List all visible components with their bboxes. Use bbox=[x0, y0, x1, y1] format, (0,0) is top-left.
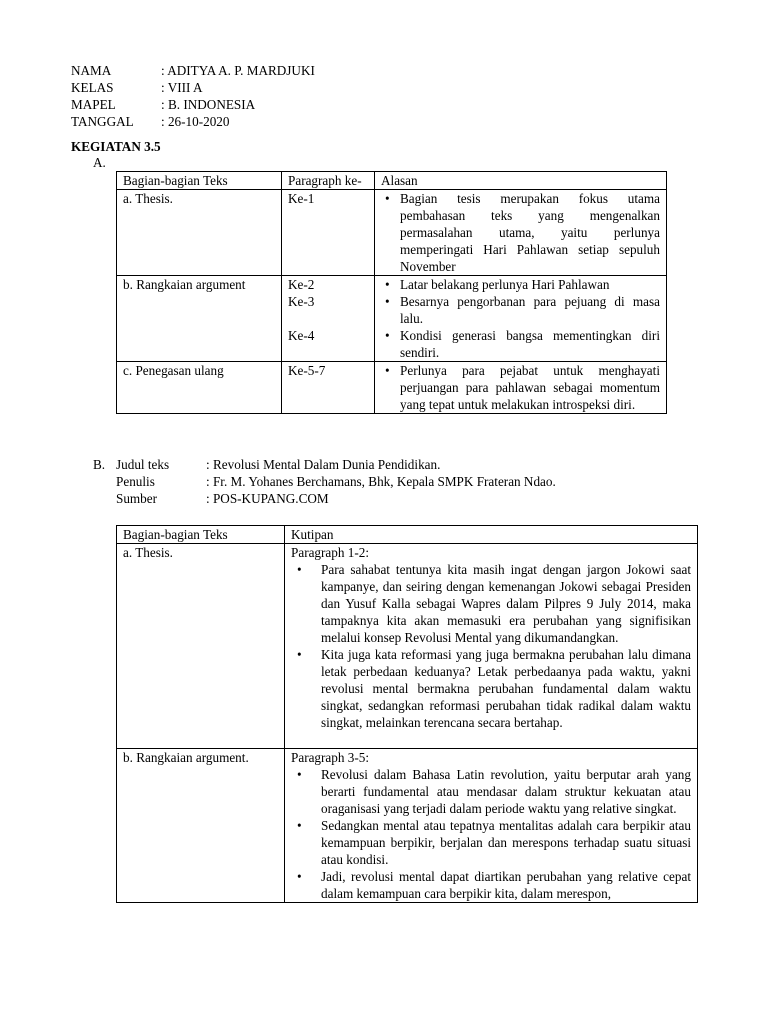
info-value: : POS-KUPANG.COM bbox=[206, 491, 329, 506]
reason-cell bbox=[375, 276, 667, 362]
paragraph-ref: Ke-1 bbox=[288, 191, 315, 206]
table-row bbox=[117, 544, 698, 749]
identity-value: : 26-10-2020 bbox=[161, 114, 230, 129]
quote-cell bbox=[285, 749, 698, 903]
identity-row-tanggal bbox=[71, 113, 315, 130]
info-row-sumber bbox=[93, 490, 556, 507]
identity-value: : B. INDONESIA bbox=[161, 97, 256, 112]
list-item: • Revolusi dalam Bahasa Latin revolution, yaitu berputar arah yang berarti fundamental atau mendasar dalam struktur kekuatan atau oraganisasi yang terjadi dalam periode waktu yang relative singkat. bbox=[291, 766, 691, 817]
paragraph-ref: Ke-5-7 bbox=[288, 363, 326, 378]
part-cell: a. Thesis. bbox=[117, 544, 285, 749]
info-label: Penulis bbox=[116, 474, 155, 489]
paragraph-cell bbox=[282, 362, 375, 414]
info-value: : Revolusi Mental Dalam Dunia Pendidikan. bbox=[206, 457, 441, 472]
paragraph-ref: Ke-3 bbox=[288, 294, 315, 309]
table-header-row bbox=[117, 526, 698, 544]
quote-heading: Paragraph 1-2: bbox=[291, 545, 369, 560]
header-cell: Alasan bbox=[375, 172, 667, 190]
list-item: • Kita juga kata reformasi yang juga bermakna perubahan lalu dimana letak perbedaan keduanya? Letak perbedaanya pada waktu, yakni revolusi mental bermakna perubahan fundamental dalam waktu singkat, sedangkan reformasi perubahan tidak radikal dalam waktu singkat, melainkan terencana secara bertahap. bbox=[291, 646, 691, 731]
quote-cell bbox=[285, 544, 698, 749]
part-cell: b. Rangkaian argument. bbox=[117, 749, 285, 903]
part-cell: c. Penegasan ulang bbox=[117, 362, 282, 414]
table-row bbox=[117, 749, 698, 903]
part-cell: b. Rangkaian argument bbox=[117, 276, 282, 362]
info-row-judul bbox=[93, 456, 556, 473]
list-item: • Latar belakang perlunya Hari Pahlawan bbox=[381, 276, 660, 293]
paragraph-cell bbox=[282, 276, 375, 362]
paragraph-ref: Ke-4 bbox=[288, 328, 315, 343]
list-item: • Para sahabat tentunya kita masih ingat dengan jargon Jokowi saat kampanye, dan seiring dengan kemenangan Jokowi sebagai Presiden dan Yusuf Kalla sebagai Wapres dalam Pilpres 9 July 2014, maka tampaknya kita akan memasuki era perubahan yang signifisikan melalui konsep Revolusi Mental yang dikumandangkan. bbox=[291, 561, 691, 646]
info-label: Sumber bbox=[116, 491, 158, 506]
section-b-table bbox=[116, 525, 698, 903]
info-row-penulis bbox=[93, 473, 556, 490]
identity-row-kelas bbox=[71, 79, 315, 96]
header-cell: Paragraph ke- bbox=[282, 172, 375, 190]
quote-heading: Paragraph 3-5: bbox=[291, 750, 369, 765]
section-a-table bbox=[116, 171, 667, 414]
list-item: • Besarnya pengorbanan para pejuang di masa lalu. bbox=[381, 293, 660, 327]
header-cell: Kutipan bbox=[285, 526, 698, 544]
identity-block bbox=[71, 62, 315, 130]
spacer bbox=[288, 310, 368, 327]
reason-cell bbox=[375, 190, 667, 276]
list-item: • Sedangkan mental atau tepatnya mentalitas adalah cara berpikir atau kemampuan berpikir, berjalan dan merespons terhadap suatu situasi atau kondisi. bbox=[291, 817, 691, 868]
section-b-info bbox=[93, 456, 556, 507]
list-item: • Kondisi generasi bangsa mementingkan diri sendiri. bbox=[381, 327, 660, 361]
section-b-marker: B. bbox=[93, 457, 106, 472]
identity-value: : VIII A bbox=[161, 80, 203, 95]
paragraph-ref: Ke-2 bbox=[288, 277, 315, 292]
table-row bbox=[117, 276, 667, 362]
list-item: • Bagian tesis merupakan fokus utama pembahasan teks yang mengenalkan permasalahan utama, yaitu perlunya memperingati Hari Pahlawan setiap sepuluh November bbox=[381, 190, 660, 275]
identity-value: : ADITYA A. P. MARDJUKI bbox=[161, 63, 315, 78]
table-header-row bbox=[117, 172, 667, 190]
identity-label: NAMA bbox=[71, 63, 112, 78]
header-cell: Bagian-bagian Teks bbox=[117, 172, 282, 190]
activity-title: KEGIATAN 3.5 bbox=[71, 139, 161, 154]
identity-row-nama bbox=[71, 62, 315, 79]
identity-row-mapel bbox=[71, 96, 315, 113]
table-row bbox=[117, 190, 667, 276]
list-item: • Jadi, revolusi mental dapat diartikan perubahan yang relative cepat dalam kemampuan cara berpikir kita, dalam merespon, bbox=[291, 868, 691, 902]
info-value: : Fr. M. Yohanes Berchamans, Bhk, Kepala SMPK Frateran Ndao. bbox=[206, 474, 556, 489]
identity-label: MAPEL bbox=[71, 97, 116, 112]
identity-label: KELAS bbox=[71, 80, 114, 95]
section-a-marker: A. bbox=[93, 155, 106, 170]
part-cell: a. Thesis. bbox=[117, 190, 282, 276]
reason-cell bbox=[375, 362, 667, 414]
info-label: Judul teks bbox=[116, 457, 170, 472]
paragraph-cell bbox=[282, 190, 375, 276]
list-item: • Perlunya para pejabat untuk menghayati perjuangan para pahlawan sebagai momentum yang tepat untuk melakukan introspeksi diri. bbox=[381, 362, 660, 413]
identity-label: TANGGAL bbox=[71, 114, 134, 129]
header-cell: Bagian-bagian Teks bbox=[117, 526, 285, 544]
table-row bbox=[117, 362, 667, 414]
